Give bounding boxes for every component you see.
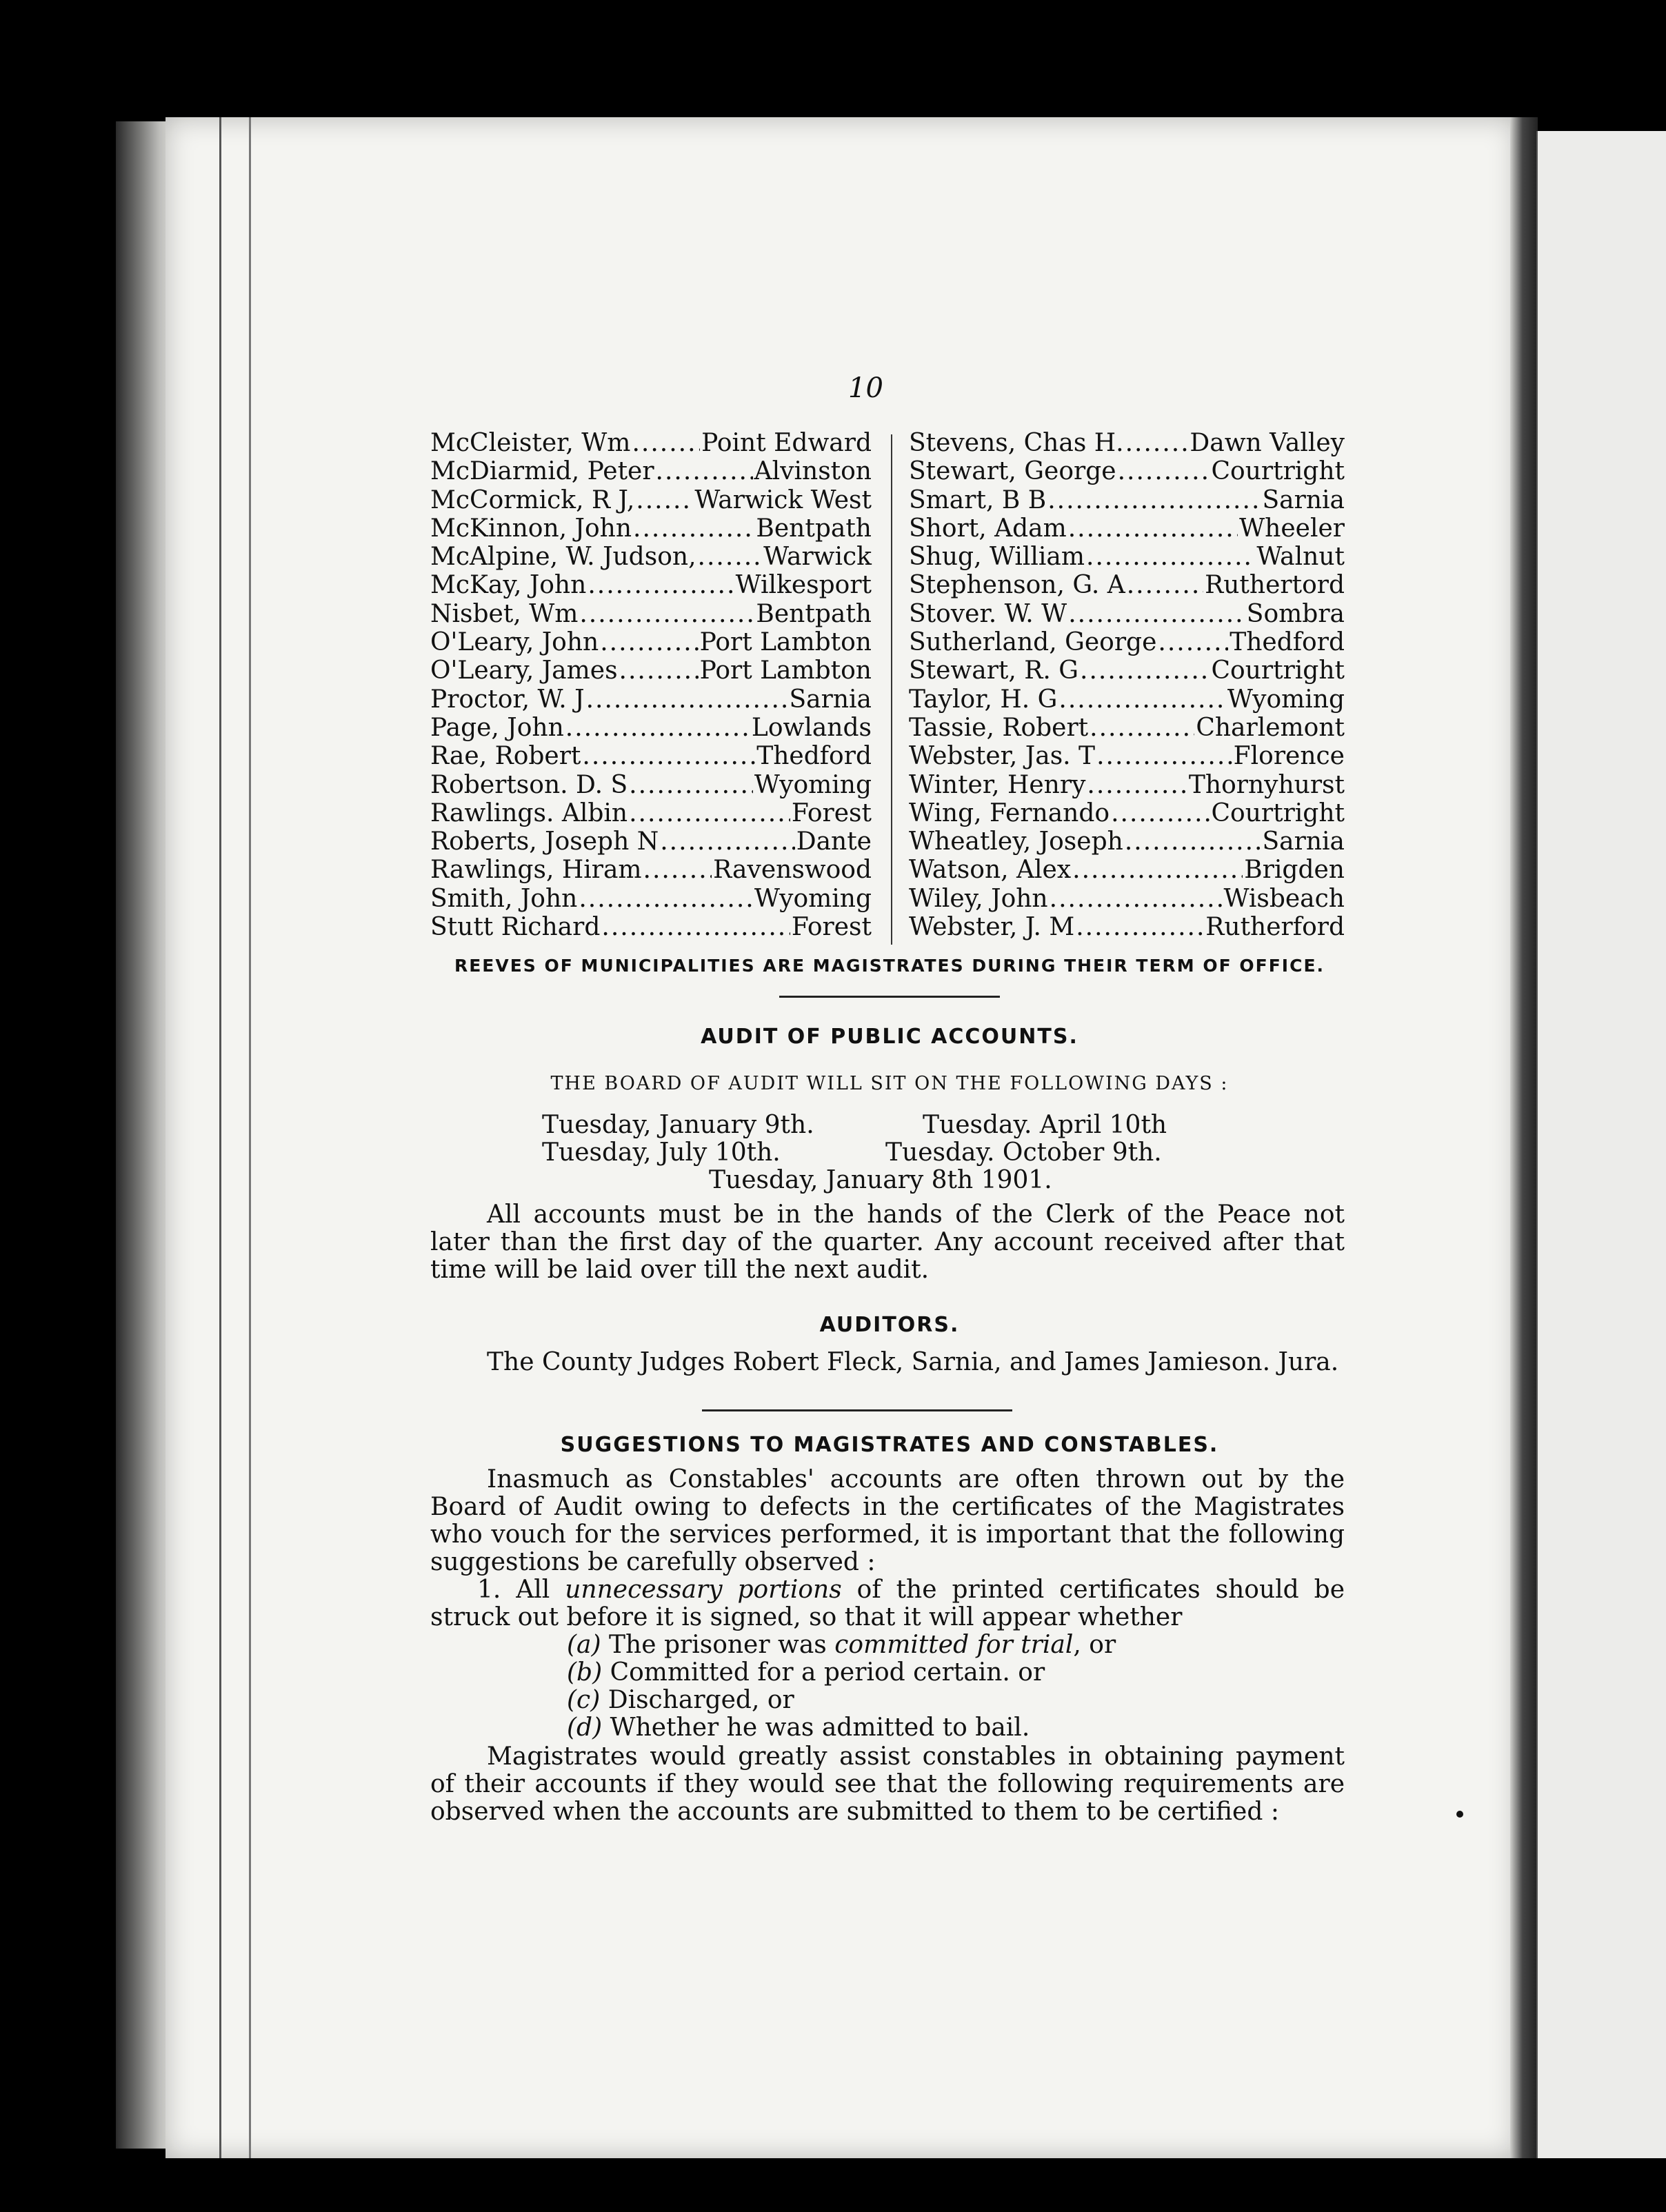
magistrate-name: Webster, Jas. T — [909, 742, 1096, 771]
magistrates-list-right — [909, 429, 1345, 941]
magistrate-place: Port Lambton — [699, 628, 872, 657]
magistrate-entry — [909, 628, 1345, 656]
leader-dots — [1068, 514, 1238, 543]
reeves-note: REEVES OF MUNICIPALITIES ARE MAGISTRATES DURING THEIR TERM OF OFFICE. — [454, 956, 1325, 976]
magistrate-entry — [430, 429, 872, 457]
condition-text: Discharged, or — [600, 1686, 794, 1714]
magistrate-place: Point Edward — [701, 429, 872, 457]
magistrate-entry — [430, 486, 872, 514]
leader-dots — [1086, 543, 1255, 571]
magistrate-entry — [430, 514, 872, 543]
magistrate-place: Courtright — [1211, 457, 1345, 486]
magistrate-name: Roberts, Joseph N — [430, 827, 659, 856]
column-divider — [891, 434, 892, 945]
magistrate-name: O'Leary, James — [430, 656, 618, 685]
magistrate-entry — [909, 656, 1345, 685]
magistrate-name: Proctor, W. J — [430, 685, 585, 714]
magistrate-entry — [430, 600, 872, 628]
magistrate-entry — [909, 600, 1345, 628]
leader-dots — [1127, 571, 1203, 599]
leader-dots — [698, 543, 763, 571]
magistrate-place: Walnut — [1256, 543, 1345, 572]
leader-dots — [1158, 628, 1228, 656]
magistrate-place: Wyoming — [754, 884, 872, 913]
magistrate-name: McKay, John — [430, 571, 587, 600]
magistrate-entry — [430, 685, 872, 714]
magistrate-place: Wilkesport — [735, 571, 872, 600]
magistrate-name: Short, Adam — [909, 514, 1067, 543]
magistrate-entry — [430, 742, 872, 770]
book-page — [165, 117, 1517, 2158]
magistrate-place: Thedford — [756, 742, 872, 771]
magistrate-place: Alvinston — [754, 457, 872, 486]
auditors-heading: AUDITORS. — [819, 1313, 960, 1337]
condition-b — [567, 1659, 1045, 1687]
magistrate-entry — [430, 827, 872, 856]
audit-paragraph: All accounts must be in the hands of the Clerk of the Peace not later than the first day of the quarter. Any account received after that time will be laid over till the next audit. — [430, 1200, 1345, 1284]
magistrate-place: Wyoming — [1227, 685, 1345, 714]
magistrate-name: Page, John — [430, 713, 564, 742]
suggestions-closing: Magistrates would greatly assist constables in obtaining payment of their accounts if they would see that the following requirements are observed when the accounts are submitted to them to be certified : — [430, 1742, 1345, 1826]
magistrate-entry — [909, 543, 1345, 571]
leader-dots — [1058, 685, 1226, 714]
magistrate-name: McDiarmid, Peter — [430, 457, 654, 486]
magistrate-name: McKinnon, John — [430, 514, 632, 543]
magistrate-name: Sutherland, George — [909, 628, 1157, 657]
leader-dots — [1072, 856, 1243, 884]
magistrate-name: Winter, Henry — [909, 770, 1086, 799]
magistrate-name: Smart, B B — [909, 485, 1047, 514]
leader-dots — [1050, 885, 1223, 913]
audit-date: Tuesday. April 10th — [923, 1111, 1167, 1139]
condition-label: (b) — [567, 1658, 603, 1687]
leader-dots — [1080, 656, 1210, 685]
leader-dots — [579, 885, 753, 913]
leader-dots — [600, 628, 698, 656]
magistrate-entry — [430, 913, 872, 941]
magistrate-entry — [430, 885, 872, 913]
magistrates-list-left — [430, 429, 872, 941]
leader-dots — [1125, 827, 1261, 856]
magistrate-entry — [430, 628, 872, 656]
magistrate-name: Stephenson, G. A — [909, 571, 1125, 600]
leader-dots — [619, 656, 699, 685]
leader-dots — [633, 514, 754, 543]
magistrate-name: Taylor, H. G — [909, 685, 1058, 714]
magistrate-place: Sarnia — [1262, 827, 1345, 856]
magistrate-place: Wyoming — [754, 770, 872, 799]
leader-dots — [629, 799, 790, 827]
magistrate-place: Rutherford — [1205, 913, 1345, 942]
magistrate-entry — [430, 771, 872, 799]
magistrate-place: Brigden — [1244, 856, 1345, 885]
magistrate-name: Rawlings. Albin — [430, 798, 628, 827]
magistrate-name: McCleister, Wm — [430, 429, 631, 457]
leader-dots — [1047, 486, 1261, 514]
leader-dots — [582, 742, 755, 770]
magistrate-place: Bentpath — [756, 514, 872, 543]
magistrate-place: Sombra — [1246, 599, 1345, 628]
item-text: 1. All — [477, 1576, 565, 1604]
condition-a — [567, 1631, 1116, 1659]
magistrate-name: Shug, William — [909, 543, 1085, 572]
magistrate-entry — [909, 913, 1345, 941]
magistrate-name: Stover. W. W — [909, 599, 1067, 628]
suggestions-heading: SUGGESTIONS TO MAGISTRATES AND CONSTABLES. — [560, 1433, 1219, 1457]
audit-subheading: THE BOARD OF AUDIT WILL SIT ON THE FOLLOWING DAYS : — [550, 1073, 1229, 1094]
magistrate-name: McAlpine, W. Judson, — [430, 543, 696, 572]
magistrate-place: Thedford — [1230, 628, 1345, 657]
item-emphasis: unnecessary portions — [565, 1576, 842, 1604]
magistrate-place: Forest — [791, 913, 872, 942]
magistrate-place: Port Lambton — [699, 656, 872, 685]
magistrate-entry — [909, 885, 1345, 913]
magistrate-place: Ravenswood — [713, 856, 872, 885]
magistrate-place: Dante — [796, 827, 872, 856]
leader-dots — [636, 486, 693, 514]
magistrate-name: Webster, J. M — [909, 913, 1075, 942]
leader-dots — [579, 600, 754, 628]
leader-dots — [660, 827, 794, 856]
magistrate-entry — [909, 571, 1345, 599]
condition-emphasis: committed for trial — [834, 1631, 1074, 1659]
magistrate-entry — [909, 856, 1345, 884]
leader-dots — [643, 856, 712, 884]
magistrate-name: Watson, Alex — [909, 856, 1072, 885]
magistrate-name: Wheatley, Joseph — [909, 827, 1123, 856]
page-gutter-shadow — [1510, 117, 1538, 2158]
section-rule — [702, 1409, 1012, 1411]
condition-text: Committed for a period certain. or — [602, 1658, 1045, 1687]
auditors-paragraph: The County Judges Robert Fleck, Sarnia, and James Jamieson. Jura. — [487, 1348, 1339, 1376]
magistrate-name: Smith, John — [430, 884, 578, 913]
ink-spot — [1456, 1811, 1463, 1818]
leader-dots — [565, 714, 750, 742]
condition-label: (a) — [567, 1631, 601, 1659]
next-page — [1538, 131, 1666, 2158]
magistrate-name: Rawlings, Hiram — [430, 856, 642, 885]
magistrate-name: Stevens, Chas H. — [909, 429, 1124, 457]
audit-date: Tuesday, January 8th 1901. — [709, 1166, 1052, 1194]
magistrate-name: Robertson. D. S — [430, 770, 628, 799]
magistrate-place: Thornyhurst — [1188, 770, 1345, 799]
magistrate-place: Ruthertord — [1205, 571, 1345, 600]
condition-d — [567, 1714, 1030, 1742]
magistrate-entry — [909, 486, 1345, 514]
magistrate-name: Wiley, John — [909, 884, 1048, 913]
condition-text: The prisoner was — [601, 1631, 835, 1659]
leader-dots — [1118, 457, 1210, 485]
magistrate-entry — [430, 856, 872, 884]
audit-date: Tuesday. October 9th. — [885, 1138, 1162, 1167]
magistrate-place: Sarnia — [1262, 485, 1345, 514]
magistrate-place: Courtright — [1211, 798, 1345, 827]
magistrate-entry — [909, 685, 1345, 714]
magistrate-name: Rae, Robert — [430, 742, 581, 771]
leader-dots — [1087, 771, 1187, 799]
binding-margin — [219, 117, 251, 2158]
magistrate-name: Stutt Richard — [430, 913, 601, 942]
leader-dots — [601, 913, 790, 941]
audit-date: Tuesday, July 10th. — [542, 1138, 781, 1167]
suggestions-intro: Inasmuch as Constables' accounts are often thrown out by the Board of Audit owing to defects in the certificates of the Magistrates who vouch for the services performed, it is important that the following suggestions be carefully observed : — [430, 1465, 1345, 1576]
magistrate-name: McCormick, R J, — [430, 485, 635, 514]
magistrate-place: Charlemont — [1196, 713, 1345, 742]
leader-dots — [1090, 714, 1194, 742]
magistrate-place: Courtright — [1211, 656, 1345, 685]
magistrate-name: Nisbet, Wm — [430, 599, 579, 628]
magistrate-entry — [430, 799, 872, 827]
magistrate-entry — [909, 514, 1345, 543]
leader-dots — [1076, 913, 1204, 941]
condition-label: (d) — [567, 1713, 603, 1742]
magistrate-entry — [430, 457, 872, 485]
leader-dots — [588, 571, 734, 599]
magistrate-place: Bentpath — [756, 599, 872, 628]
magistrate-entry — [909, 457, 1345, 485]
magistrate-place: Florence — [1233, 742, 1345, 771]
leader-dots — [1111, 799, 1210, 827]
magistrate-name: Tassie, Robert — [909, 713, 1089, 742]
magistrate-place: Warwick West — [694, 485, 872, 514]
item-text: of the printed certificates should be struck out before it is signed, so that it will appear whether — [430, 1576, 1345, 1631]
condition-text: Whether he was admitted to bail. — [602, 1713, 1030, 1742]
magistrate-place: Wheeler — [1239, 514, 1345, 543]
magistrate-name: Stewart, George — [909, 457, 1116, 486]
leader-dots — [1068, 600, 1245, 628]
leader-dots — [1125, 429, 1189, 457]
section-rule — [779, 996, 1000, 998]
magistrate-place: Wisbeach — [1223, 884, 1345, 913]
magistrate-place: Sarnia — [789, 685, 872, 714]
magistrate-entry — [909, 799, 1345, 827]
magistrate-name: Stewart, R. G — [909, 656, 1079, 685]
magistrate-entry — [909, 714, 1345, 742]
page-number: 10 — [848, 372, 883, 404]
audit-date: Tuesday, January 9th. — [542, 1111, 814, 1139]
magistrate-entry — [430, 543, 872, 571]
magistrate-entry — [430, 714, 872, 742]
magistrate-entry — [430, 656, 872, 685]
magistrate-place: Forest — [791, 798, 872, 827]
suggestion-item-1 — [430, 1576, 1345, 1631]
leader-dots — [586, 685, 788, 714]
magistrate-entry — [909, 742, 1345, 770]
leader-dots — [656, 457, 753, 485]
condition-text: , or — [1073, 1631, 1116, 1659]
audit-heading: AUDIT OF PUBLIC ACCOUNTS. — [701, 1025, 1078, 1049]
leader-dots — [632, 429, 700, 457]
magistrate-place: Dawn Valley — [1190, 429, 1345, 457]
leader-dots — [629, 771, 753, 799]
magistrate-place: Warwick — [763, 543, 872, 572]
condition-c — [567, 1687, 794, 1714]
condition-label: (c) — [567, 1686, 601, 1714]
magistrate-name: Wing, Fernando — [909, 798, 1110, 827]
magistrate-place: Lowlands — [751, 713, 872, 742]
magistrate-entry — [909, 771, 1345, 799]
magistrate-name: O'Leary, John — [430, 628, 599, 657]
magistrate-entry — [909, 429, 1345, 457]
leader-dots — [1096, 742, 1232, 770]
magistrate-entry — [430, 571, 872, 599]
magistrate-entry — [909, 827, 1345, 856]
